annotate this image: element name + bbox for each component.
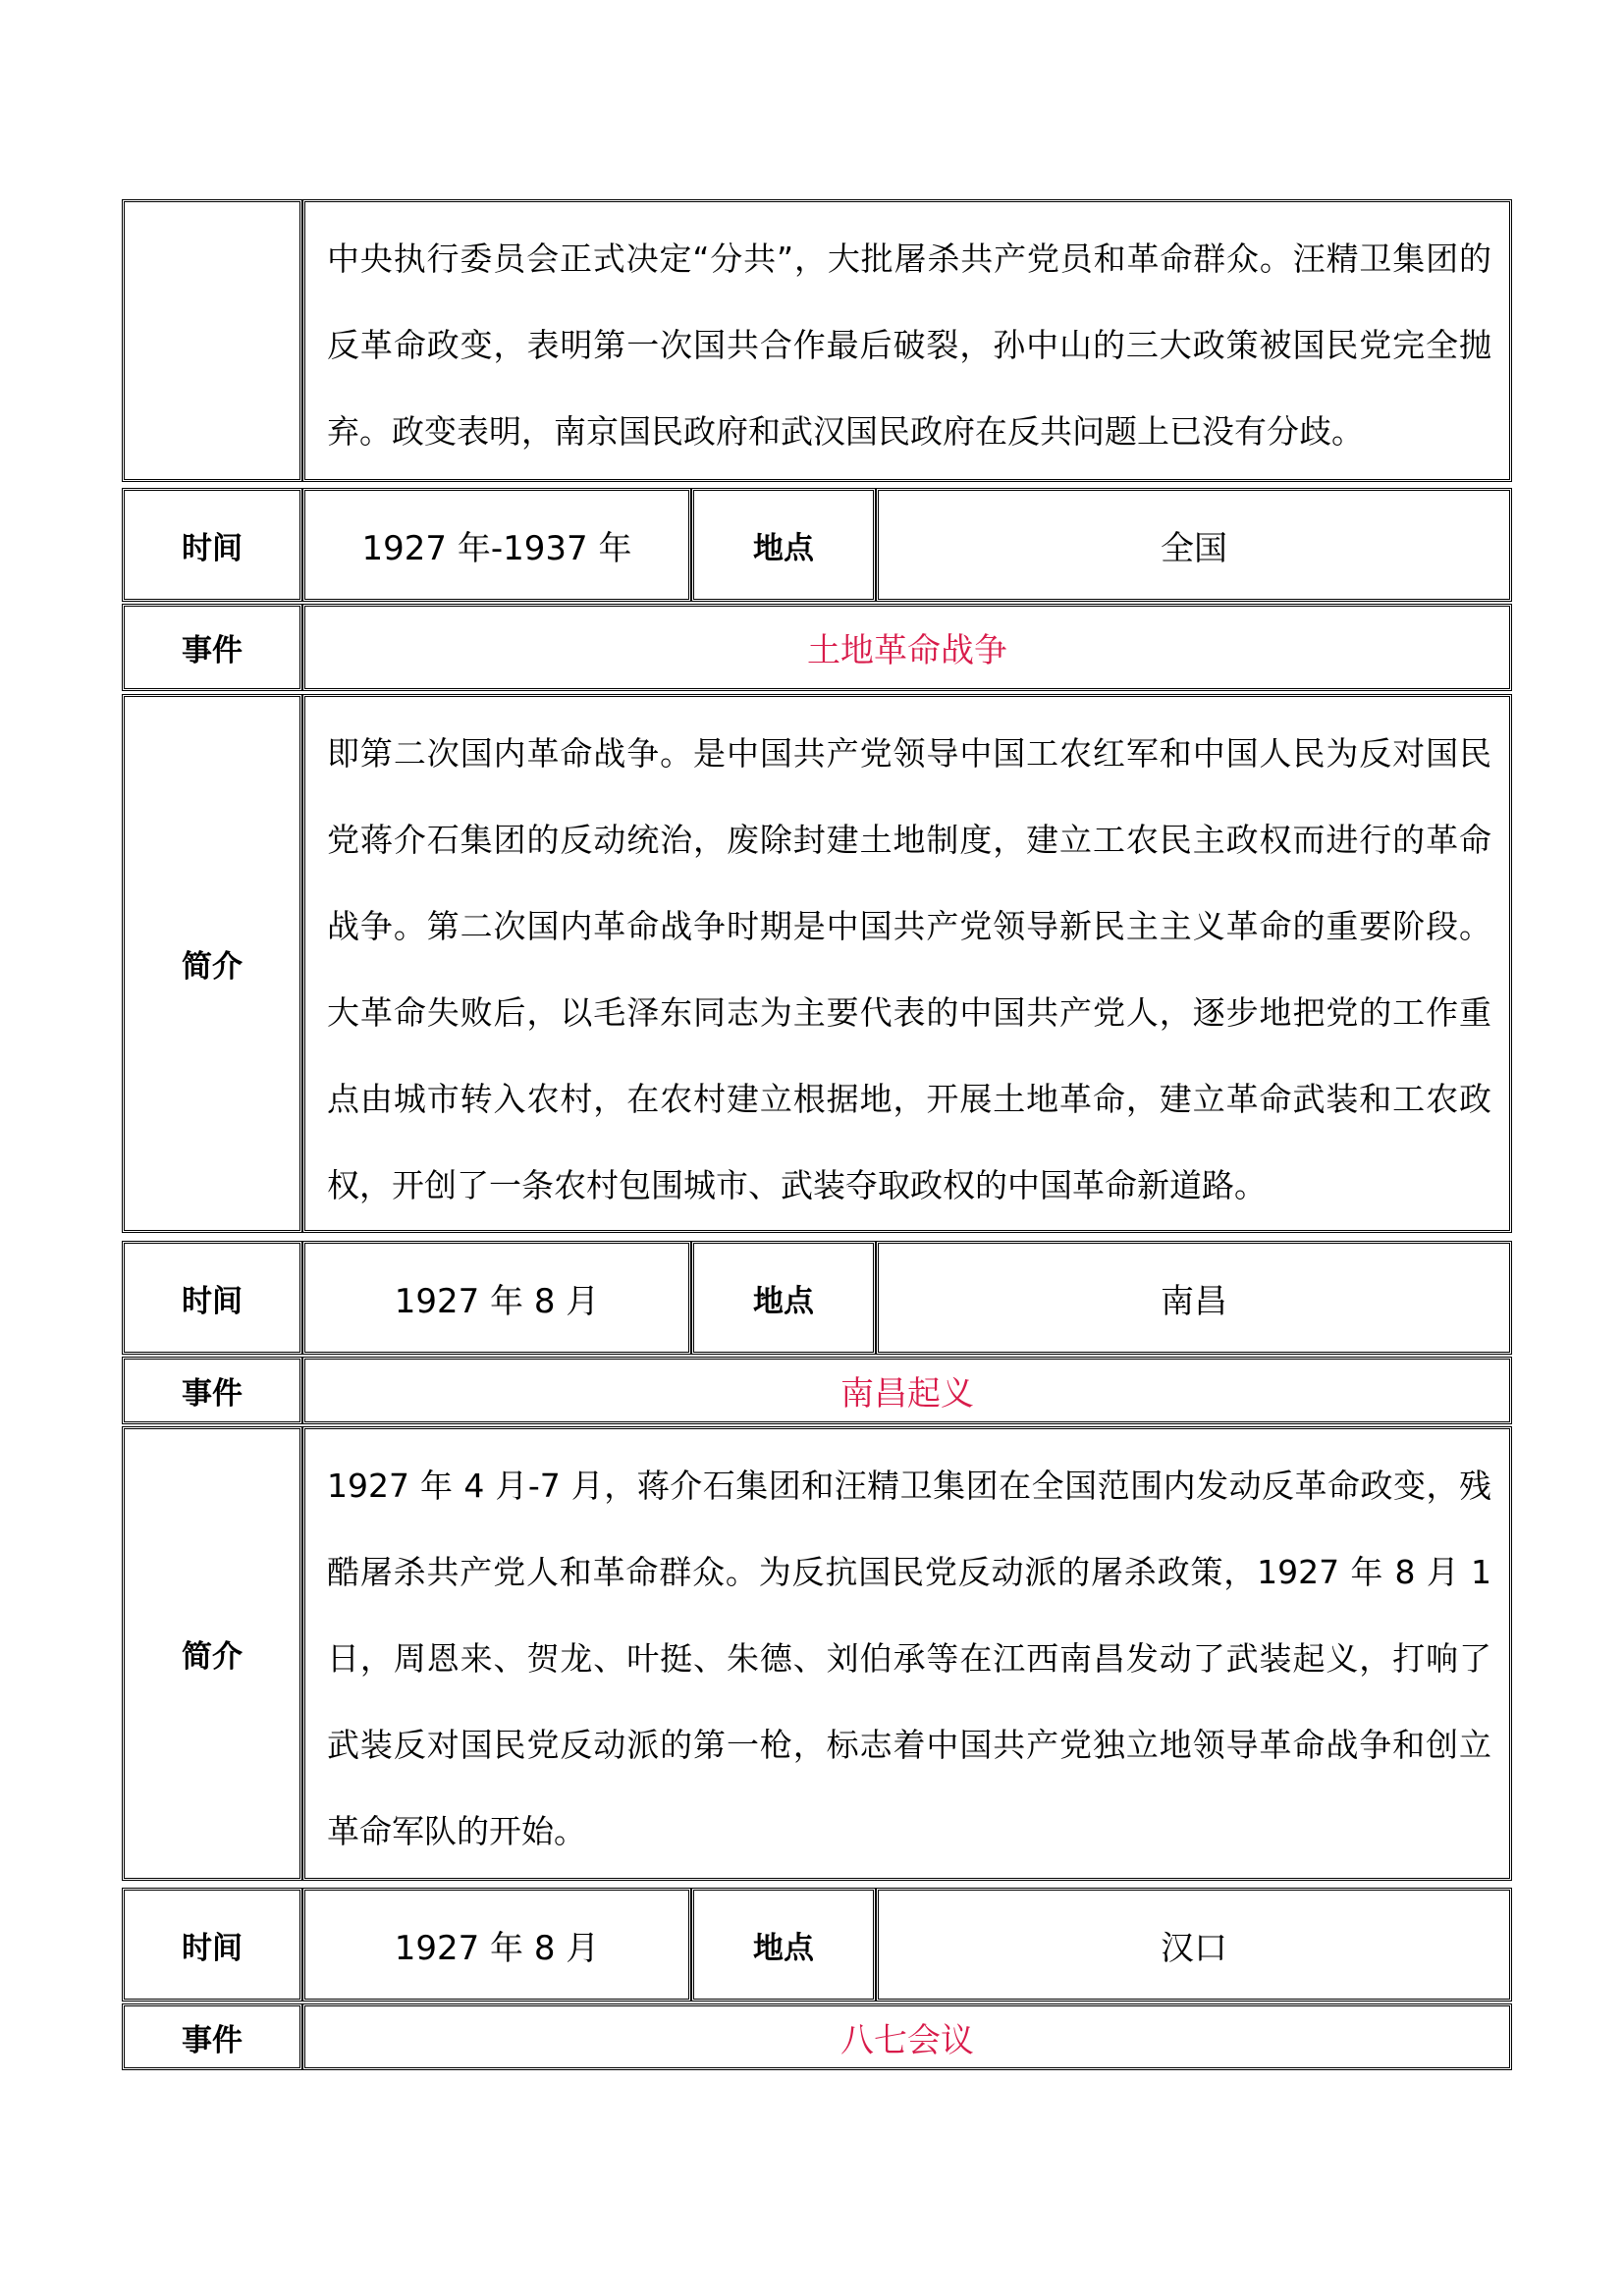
intro-text-cell [302,1426,1512,1881]
time-label: 时间 [122,488,302,602]
place-value: 南昌 [876,1241,1512,1355]
event-row [122,1357,1512,1424]
intro-row-continued [122,199,1512,482]
time-place-row [122,488,1512,602]
time-place-row [122,1888,1512,2002]
intro-label: 简介 [122,694,302,1233]
event-title: 八七会议 [302,2003,1512,2070]
intro-text: 1927 年 4 月-7 月，蒋介石集团和汪精卫集团在全国范围内发动反革命政变，残酷屠杀共产党人和革命群众。为反抗国民党反动派的屠杀政策，1927 年 8 月 1 日，周恩来、贺龙、叶挺、朱德、刘伯承等在江西南昌发动了武装起义，打响了武装反对国民党反动派的第一枪，标志着中国共产党独立地领导革命战争和创立革命军队的开始。 [327,1467,1491,1850]
place-label: 地点 [691,1888,876,2002]
time-label: 时间 [122,1888,302,2002]
time-value: 1927 年 8 月 [302,1888,691,2002]
intro-label-cell [122,199,302,482]
place-label: 地点 [691,488,876,602]
intro-text-cell [302,199,1512,482]
event-row [122,604,1512,691]
intro-row [122,1426,1512,1881]
event-label: 事件 [122,604,302,691]
event-row [122,2003,1512,2070]
intro-label: 简介 [122,1426,302,1881]
time-value: 1927 年 8 月 [302,1241,691,1355]
time-label: 时间 [122,1241,302,1355]
intro-row [122,694,1512,1233]
event-title: 土地革命战争 [302,604,1512,691]
event-title: 南昌起义 [302,1357,1512,1424]
place-value: 全国 [876,488,1512,602]
place-label: 地点 [691,1241,876,1355]
event-label: 事件 [122,1357,302,1424]
time-value: 1927 年-1937 年 [302,488,691,602]
intro-text: 即第二次国内革命战争。是中国共产党领导中国工农红军和中国人民为反对国民党蒋介石集团的反动统治，废除封建土地制度，建立工农民主政权而进行的革命战争。第二次国内革命战争时期是中国共产党领导新民主主义革命的重要阶段。大革命失败后，以毛泽东同志为主要代表的中国共产党人，逐步地把党的工作重点由城市转入农村，在农村建立根据地，开展土地革命，建立革命武装和工农政权，开创了一条农村包围城市、武装夺取政权的中国革命新道路。 [327,734,1491,1204]
place-value: 汉口 [876,1888,1512,2002]
time-place-row [122,1241,1512,1355]
intro-text-cell [302,694,1512,1233]
intro-text: 中央执行委员会正式决定“分共”，大批屠杀共产党员和革命群众。汪精卫集团的反革命政变，表明第一次国共合作最后破裂，孙中山的三大政策被国民党完全抛弃。政变表明，南京国民政府和武汉国民政府在反共问题上已没有分歧。 [327,240,1491,451]
event-label: 事件 [122,2003,302,2070]
